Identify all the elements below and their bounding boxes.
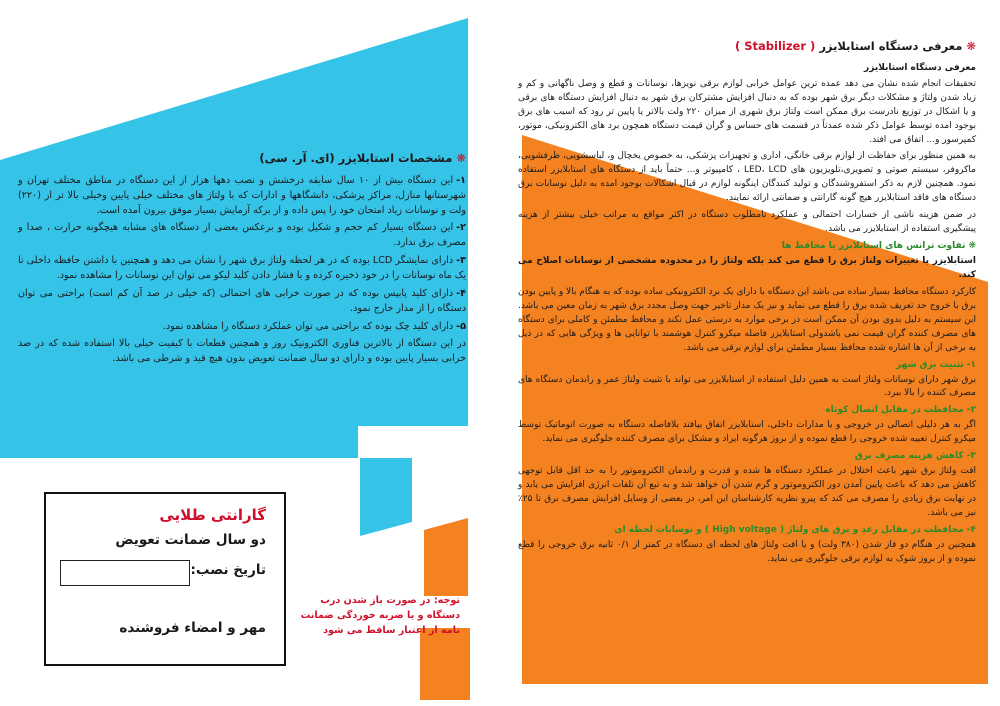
guarantee-title: گارانتی طلایی [159, 506, 266, 524]
spec-item-text: این دستگاه بسیار کم حجم و شکیل بوده و برعکس بعضی از دستگاه های مشابه هیچگونه حرارت ، صدا و مصرف برق ندارد. [18, 222, 466, 249]
feature-title: ۲- محافظت در مقابل اتصال کوتاه [825, 405, 976, 416]
specs-panel [18, 150, 466, 370]
intro-paragraph: تحقیقات انجام شده نشان می دهد عمده ترین عوامل خرابی لوازم برقی نویزها، نوسانات و قطع و وصل ناگهانی و کم و زیاد شدن ولتاژ و مشکلات دیگر برق شهر بوده که به دنبال افزایش مشترکان برق شهر به دنبال افزایش دستگاه های برقی و یا اشکال در توزیع نادرست برق ممکن است ولتاژ برق شهری از میزان ۲۲۰ ولت بالاتر یا پایین تر رود که اسیب های برق بوجود امده توسط عوامل ذکر شده عمدتاً در قسمت های حساس و گران قیمت دستگاه همچون برد های الکترونیکی، موتور، کمپرسور و... اتفاق می افتد. [518, 78, 977, 145]
cyan-small-block [360, 458, 412, 536]
spec-item [18, 221, 466, 251]
intro-title: ❋معرفی دستگاه استابلایزر ( Stabilizer ) [735, 39, 976, 53]
spec-item-number: ۱- [456, 174, 466, 186]
note-text: در صورت باز شدن درب دستگاه و یا ضربه خوردگی ضمانت نامه از اعتبار ساقط می شود [300, 595, 460, 636]
spec-item [18, 287, 466, 317]
install-date-field[interactable] [60, 560, 190, 586]
spec-item-text: دارای کلید چک بوده که براحتی می توان عملکرد دستگاه را مشاهده نمود. [162, 320, 454, 332]
intro-subtitle: معرفی دستگاه استابلایزر [864, 62, 976, 73]
spec-item-number: ۴- [456, 287, 466, 299]
difference-title: ❋ تفاوت ترانس های استابلایزر با محافظ ها [781, 241, 976, 252]
intro-title-en: ( Stabilizer ) [735, 39, 816, 53]
feature-title: ۱- تثبیت برق شهر [896, 359, 976, 370]
difference-bold: استابلایزر با تغییرات ولتاژ برق را قطع می کند بلکه ولتاژ را در محدوده مشخصی از نوسانات اصلاح می کند. [518, 256, 976, 280]
difference-text: کارکرد دستگاه محافظ بسیار ساده می باشد این دستگاه با دارای یک برد الکترونیکی ساده بوده که به هنگام بالا و پایین بودن برق با خروج حد تعریف شده برق را قطع می نماید و نیز یک مدار تاخیر جهت وصل مجدد برق شهر به زمان معین می باشد. این سیستم به دلیل بدوی بودن آن ممکن است در برخی موارد به درستی عمل نکند و محافظ مطمئن و کاملی برای دستگاه های مصرف کننده گران قیمت نمی باشدولی استابلایزر فاصله میکرو کنترل هوشمند با توانایی ها و ویژگی هایی که در ذیل به برخی از آن ها اشاره شده محافظ بسیار مطمئن برای لوازم برقی می باشد. [518, 286, 976, 353]
specs-title: ❋مشخصات استابلایزر (ای. آر. سی) [259, 151, 466, 165]
feature-title: ۳- کاهش هزینه مصرف برق [854, 451, 976, 462]
feature-text: اگر به هر دلیلی اتصالی در خروجی و یا مدارات داخلی، استابلایزر اتفاق بیافتد بلافاصله دستگاه به صورت اتوماتیک توسط میکرو کنترل تعبیه شده خروجی را قطع نموده و از بروز هرگونه ایراد و مشکل برای مصرف کننده جلوگیری می نماید. [518, 420, 976, 445]
warranty-note [300, 594, 460, 639]
stabilizer-intro-panel [518, 38, 976, 570]
install-date-label: تاریخ نصب: [190, 562, 266, 578]
spec-item-text: دارای نمایشگر LCD بوده که در هر لحظه ولتاژ برق شهر را نشان می دهد و همچنین با داشتن حافظه داخلی تا یک ماه نوسانات را در خود ذخیره کرده و با فشار دادن کلید لیکو می توان این نوسانات را مشاهده نمود. [18, 255, 466, 281]
specs-closing: در این دستگاه از بالاترین فناوری الکترونیک روز و همچنین قطعات با کیفیت خیلی بالا استفاده شده که در صد خرابی بسیار پایین بوده و دارای دو سال ضمانت تعویض بدون هیچ قید و شرطی می باشد. [18, 338, 466, 365]
guarantee-card [44, 492, 286, 666]
spec-item-text: این دستگاه بیش از ۱۰ سال سابقه درخشش و نصب دهها هزار از این دستگاه در مناطق مختلف تهران و شهرستانها منازل، مراکز پزشکی، دانشگاهها و ادارات که با ولتاژ های مختلف خیلی پایین وخیلی بالا تر از (۲۲۰) ولت و نوسانات زیاد امتحان خود را پس داده و از برکه آزمایش بسیار موفق بیرون آمده است. [18, 174, 466, 216]
spec-item [18, 174, 466, 219]
spec-item-number: ۵- [456, 320, 466, 332]
guarantee-period: دو سال ضمانت تعویض [115, 532, 266, 548]
protection-paragraph: به همین منظور برای حفاظت از لوازم برقی خانگی، اداری و تجهیزات پزشکی، به خصوص یخچال و، لباسشویی، ظرفشویی، ماکروفر، سیستم صوتی و تصویری،تلویزیون های LED، LCD ، کامپیوتر و... حتماً باید از دستگاه های استابلایزر استفاده نمود. همچنین لازم به ذکر استفروشندگان و تولید کنندگان اینگونه لوازم در قبال اشکالات بوجود امده به دلیل نوسانات برق دستگاه های فاقد استابلایزر هیچ گونه گارانتی و ضمانتی ارائه نمایند. [518, 151, 976, 204]
orange-small-block [424, 518, 468, 596]
star-icon: ❋ [456, 151, 466, 165]
spec-item-text: دارای کلید پایپس بوده که در صورت خرابی های احتمالی (که خیلی در صد آن کم است) براحتی می توان دستگاه را از مدار خارج نمود. [18, 287, 466, 314]
cost-paragraph: در ضمن هزینه ناشی از خسارات احتمالی و عملکرد نامطلوب دستگاه در اکثر مواقع به مراتب خیلی بیشتر از هزینه پیشگیری استفاده از استابلایزر می باشد. [518, 210, 976, 235]
seller-seal-label: مهر و امضاء فروشنده [119, 620, 266, 636]
spec-item [18, 320, 466, 335]
feature-text: همچنین در هنگام دو فاز شدن (۳۸۰ ولت) و یا افت ولتاژ های لحظه ای دستگاه در کمتر از ۰/۱ ثانیه برق خروجی را قطع نموده و از بروز شوک به لوازم برقی جلوگیری می نماید. [518, 539, 976, 564]
features-list [518, 359, 976, 567]
spec-item-number: ۲- [456, 222, 466, 234]
note-label: توجه: [433, 595, 460, 606]
star-icon: ❋ [966, 39, 976, 53]
spec-item [18, 254, 466, 284]
orange-corner-block [420, 628, 470, 700]
feature-text: افت ولتاژ برق شهر باعث اختلال در عملکرد دستگاه ها شده و قدرت و راندمان الکتروموتور را به حد اقل قابل توجهی کاهش می دهد که باعث پایین آمدن دور الکتروموتور و گرم شدن آن خواهد شد و به تبع آن تلفات انرژی افزایش می یابد و در نهایت برق زیادی را مصرف می کند که پیرو نظریه کارشناسان این امر، در بعضی از وسایل افزایش مصرف برق تا ۲۵٪ نیز می باشد. [518, 466, 976, 518]
feature-text: برق شهر دارای نوسانات ولتاژ است به همین دلیل استفاده از استابلایزر می تواند با تثبیت ولتاژ عمر و راندمان دستگاه های مصرف کننده را بالا ببرد. [518, 374, 976, 399]
specs-list [18, 174, 466, 335]
spec-item-number: ۳- [456, 255, 466, 267]
feature-title: ۴- محافظت در مقابل رعد و برق های ولتاژ ( High voltage ) و نوسانات لحظه ای [614, 524, 976, 535]
